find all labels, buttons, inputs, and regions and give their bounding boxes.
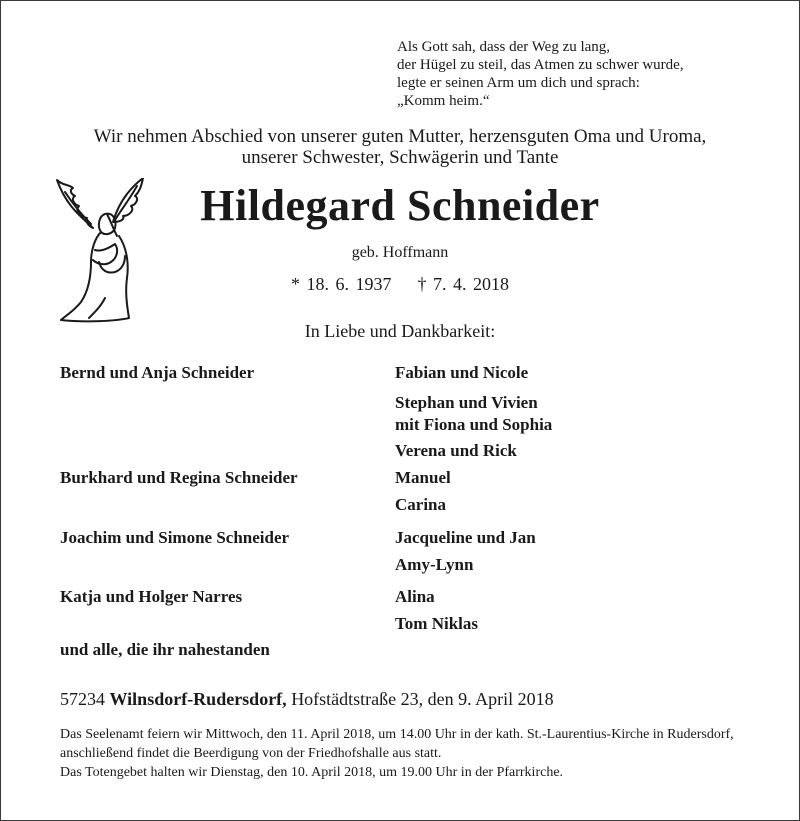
poem — [397, 38, 777, 110]
family-member: Manuel — [395, 468, 451, 487]
family-member: mit Fiona und Sophia — [395, 415, 553, 434]
family-member: Verena und Rick — [395, 441, 517, 460]
prayer-note: Das Totengebet halten wir Dienstag, den 10. April 2018, um 19.00 Uhr in der Pfarrkirche. — [60, 765, 564, 780]
family-member: Fabian und Nicole — [395, 363, 529, 382]
family-member: Carina — [395, 495, 446, 514]
zip-code: 57234 — [60, 689, 105, 709]
birth-name: geb. Hoffmann — [351, 244, 449, 261]
family-member: Stephan und Vivien — [395, 393, 538, 412]
family-members — [395, 467, 451, 516]
family-member: Amy-Lynn — [395, 555, 474, 574]
poem-line: der Hügel zu steil, das Atmen zu schwer wurde, — [397, 57, 684, 73]
family-member: Jacqueline und Jan — [395, 528, 536, 547]
family-member: Alina — [395, 587, 435, 606]
family-name: Burkhard und Regina Schneider — [60, 468, 298, 487]
family-name: Katja und Holger Narres — [60, 587, 243, 606]
family-members — [395, 362, 552, 462]
family-name: Bernd und Anja Schneider — [60, 363, 255, 382]
family-name: Joachim und Simone Schneider — [60, 528, 290, 547]
intro-line: Wir nehmen Abschied von unserer guten Mutter, herzensguten Oma und Uroma, — [93, 126, 707, 147]
family-members — [395, 586, 478, 635]
life-dates — [0, 273, 800, 295]
closing-line: und alle, die ihr nahestanden — [60, 640, 270, 659]
mass-note: Das Seelenamt feiern wir Mittwoch, den 11. April 2018, um 14.00 Uhr in der kath. St.-Laurentius-Kirche in Rudersdorf, anschließend findet die Beerdigung von der Friedhofshalle aus statt. — [60, 727, 734, 761]
poem-line: legte er seinen Arm um dich und sprach: — [397, 75, 640, 91]
service-notes — [60, 725, 750, 782]
address — [60, 688, 554, 710]
death-date: † 7. 4. 2018 — [417, 274, 509, 294]
birth-date: * 18. 6. 1937 — [291, 274, 392, 294]
poem-line: „Komm heim.“ — [397, 93, 490, 109]
town: Wilnsdorf-Rudersdorf, — [109, 689, 287, 709]
intro-text — [0, 126, 800, 168]
intro-line: unserer Schwester, Schwägerin und Tante — [241, 147, 559, 168]
street-date: Hofstädtstraße 23, den 9. April 2018 — [291, 689, 554, 709]
deceased-name: Hildegard Schneider — [200, 181, 600, 230]
family-members — [395, 527, 536, 576]
family-member: Tom Niklas — [395, 614, 478, 633]
dedication: In Liebe und Dankbarkeit: — [304, 321, 496, 341]
poem-line: Als Gott sah, dass der Weg zu lang, — [397, 39, 611, 55]
